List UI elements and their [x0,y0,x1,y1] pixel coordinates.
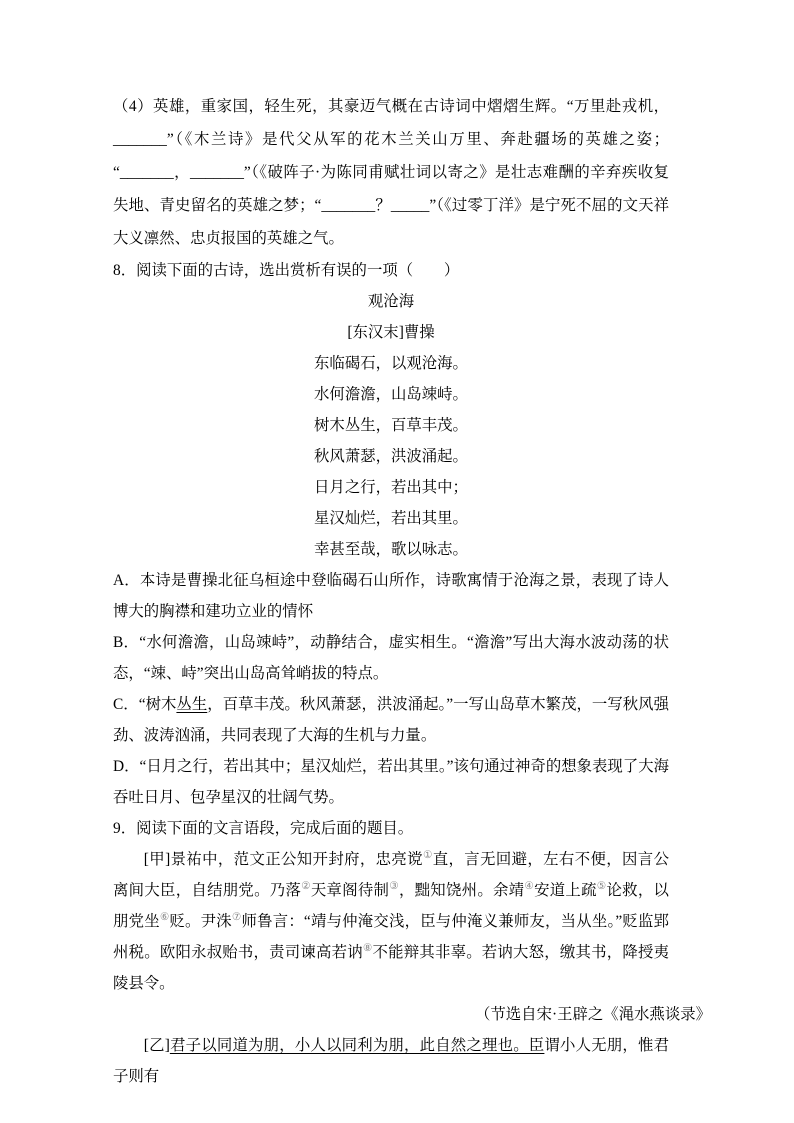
fill-blank-paragraph: （4）英雄，重家国，轻生死，其豪迈气概在古诗词中熠熠生辉。“万里赴戎机，_______”（《木兰诗》是代父从军的花木兰关山万里、奔赴疆场的英雄之姿；“_______，_______”（《破阵子·为陈同甫赋壮词以寄之》是壮志难酬的辛弃疾收复失地、青史留名的英雄之梦；“_______？_____”（《过零丁洋》是宁死不屈的文天祥大义凛然、忠贞报国的英雄之气。 [113,98,669,247]
poem-author: [东汉末]曹操 [347,324,435,341]
poem-line: 树木丛生，百草丰茂。 [314,417,468,434]
poem-line: 幸甚至哉，歌以咏志。 [314,541,468,558]
poem-line: 水何澹澹，山岛竦峙。 [314,386,468,403]
passage-jia: [甲]景祐中，范文正公知开封府，忠亮谠①直，言无回避，左右不便，因言公离间大臣，自结朋党。乃落②天章阁待制③，黜知饶州。余靖④安道上疏⑤论救，以朋党坐⑥贬。尹洙⑦师鲁言：“靖与仲淹交浅，臣与仲淹义兼师友，当从坐。”贬监郢州税。欧阳永叔贻书，责司谏高若讷⑧不能辩其非辜。若讷大怒，缴其书，降授夷陵县令。 [113,849,669,992]
option-a: A．本诗是曹操北征乌桓途中登临碣石山所作，诗歌寓情于沧海之景，表现了诗人博大的胸襟和建功立业的情怀 [113,572,669,620]
question9-prompt: 9．阅读下面的文言语段，完成后面的题目。 [113,820,414,837]
poem-line: 东临碣石，以观沧海。 [314,355,468,372]
option-b: B．“水何澹澹，山岛竦峙”，动静结合，虚实相生。“澹澹”写出大海水波动荡的状态，“竦、峙”突出山岛高耸峭拔的特点。 [113,634,669,682]
option-c: C．“树木丛生，百草丰茂。秋风萧瑟，洪波涌起。”一写山岛草木繁茂，一写秋风强劲、波涛汹涌，共同表现了大海的生机与力量。 [113,696,669,744]
passage-yi: [乙]君子以同道为朋，小人以同利为朋，此自然之理也。臣谓小人无朋，惟君子则有 [113,1037,669,1085]
poem-guancanghai [113,286,669,565]
poem-line: 日月之行，若出其中； [314,479,468,496]
option-d: D．“日月之行，若出其中；星汉灿烂，若出其里。”该句通过神奇的想象表现了大海吞吐日月、包孕星汉的壮阔气势。 [113,758,669,806]
poem-line: 星汉灿烂，若出其里。 [314,510,468,527]
poem-line: 秋风萧瑟，洪波涌起。 [314,448,468,465]
question8-prompt: 8．阅读下面的古诗，选出赏析有误的一项（ ） [113,262,460,279]
poem-title: 观沧海 [367,293,415,310]
passage-attribution: （节选自宋·王辟之《渑水燕谈录》 [475,1006,711,1023]
